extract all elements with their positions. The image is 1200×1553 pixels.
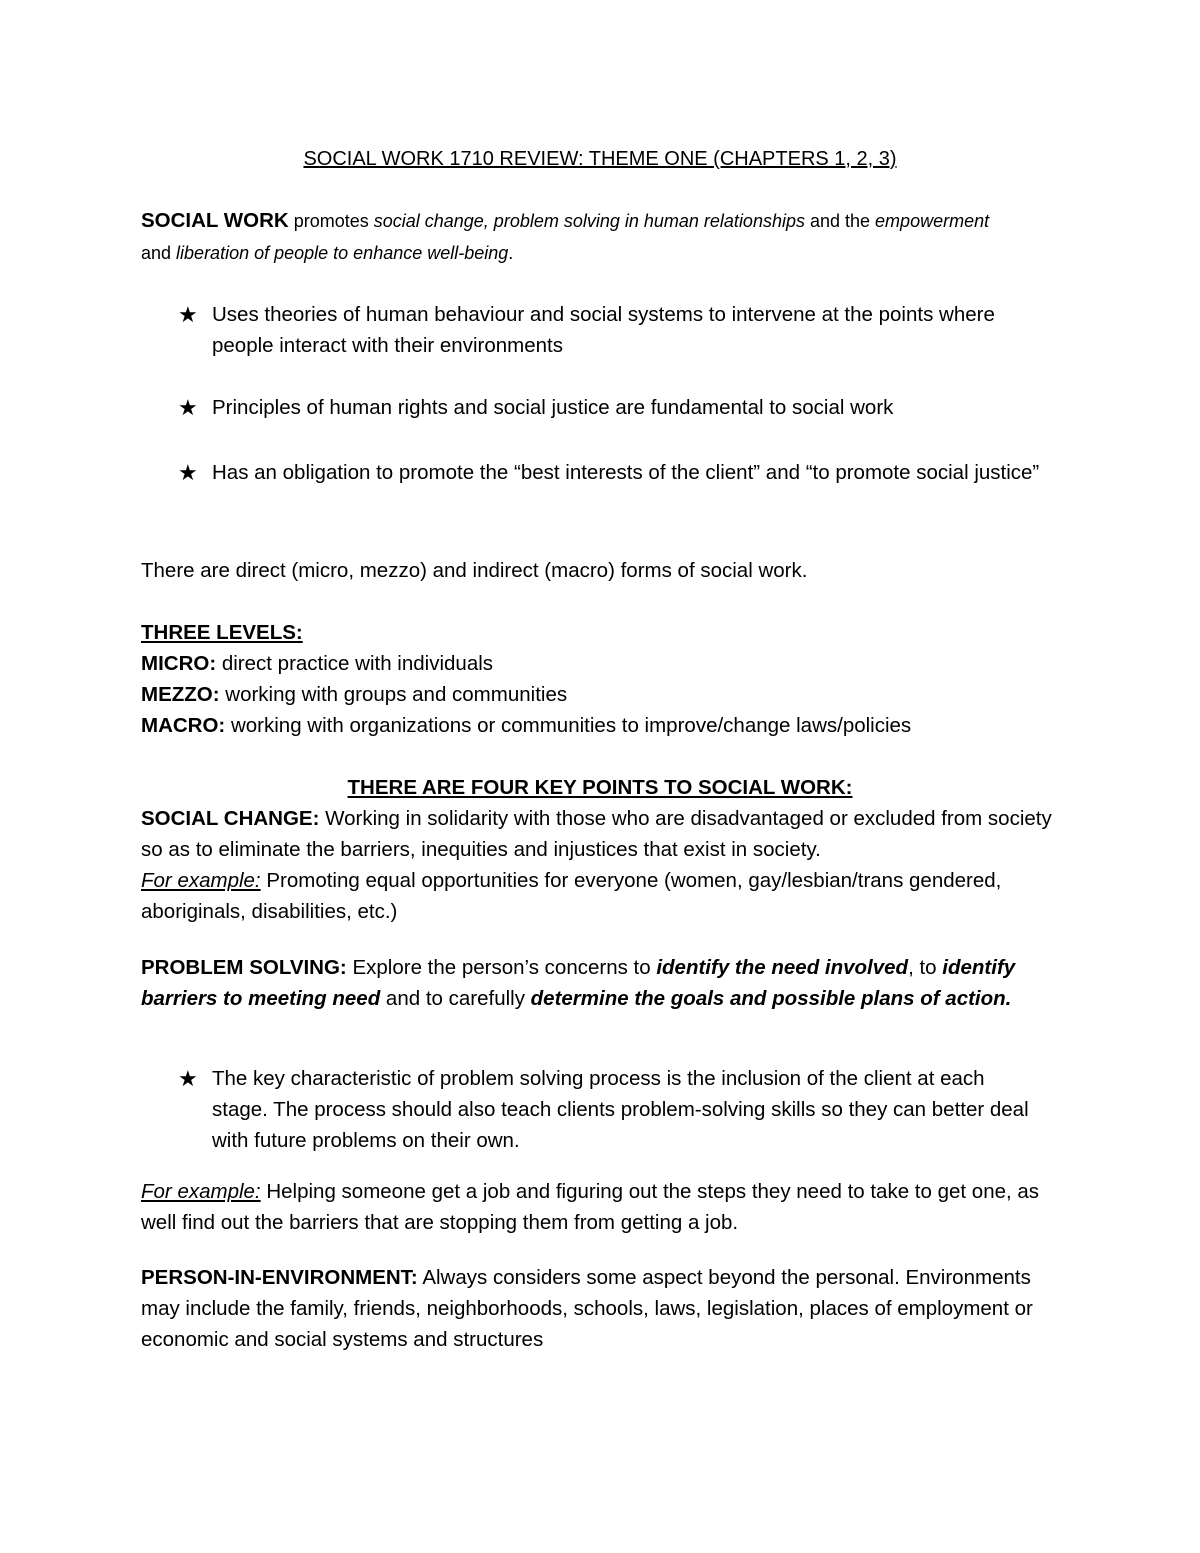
levels-heading: THREE LEVELS: — [141, 621, 303, 644]
star-icon: ★ — [178, 395, 198, 420]
problem-solving-text-4: . — [1005, 987, 1012, 1010]
forms-sentence: There are direct (micro, mezzo) and indirect (macro) forms of social work. — [141, 559, 808, 582]
example-text: Promoting equal opportunities for everyone (women, gay/lesbian/trans gendered, aboriginals, disabilities, etc.) — [141, 869, 1002, 923]
problem-solving-text-1: Explore the person’s concerns to — [346, 956, 657, 979]
level-label: MICRO: — [141, 652, 217, 675]
social-change-label: SOCIAL CHANGE: — [141, 807, 320, 830]
bullet-item — [178, 1063, 1038, 1156]
level-text: working with groups and communities — [219, 683, 568, 706]
star-icon: ★ — [178, 460, 198, 485]
intro-italic-2: empowerment — [875, 211, 990, 231]
levels-section — [141, 617, 1071, 741]
problem-solving-text-2: , to — [908, 956, 943, 979]
person-in-environment-section — [141, 1262, 1066, 1355]
level-item — [141, 648, 1071, 679]
problem-solving-emphasis-3: determine the goals and possible plans of action — [530, 987, 1006, 1010]
social-change-section — [141, 803, 1071, 927]
key-points-heading: THERE ARE FOUR KEY POINTS TO SOCIAL WORK: — [347, 776, 853, 799]
level-text: working with organizations or communities to improve/change laws/policies — [225, 714, 912, 737]
bullet-text: The key characteristic of problem solving process is the inclusion of the client at each stage. The process should also teach clients problem-solving skills so they can better deal with future problems on their own. — [212, 1067, 1029, 1152]
problem-solving-text-3: and to carefully — [380, 987, 531, 1010]
level-item — [141, 710, 1071, 741]
intro-italic-3: liberation of people to enhance well-being — [176, 243, 509, 263]
intro-text-3: and — [141, 243, 177, 263]
intro-text-1: promotes — [288, 211, 374, 231]
problem-solving-example — [141, 1176, 1041, 1238]
bullet-text: Principles of human rights and social justice are fundamental to social work — [212, 396, 894, 419]
level-item — [141, 679, 1071, 710]
problem-solving-section — [141, 952, 1071, 1014]
example-label: For example: — [141, 869, 261, 892]
bullet-text: Has an obligation to promote the “best interests of the client” and “to promote social justice” — [212, 461, 1040, 484]
bullet-item — [178, 457, 1058, 488]
star-icon: ★ — [178, 302, 198, 327]
social-change-text: Working in solidarity with those who are disadvantaged or excluded from society so as to eliminate the barriers, inequities and injustices that exist in society. — [141, 807, 1052, 861]
intro-text-4: . — [508, 243, 514, 263]
intro-italic-1: social change, problem solving in human relationships — [373, 211, 805, 231]
intro-text-2: and the — [804, 211, 876, 231]
level-label: MEZZO: — [141, 683, 220, 706]
problem-solving-label: PROBLEM SOLVING: — [141, 956, 347, 979]
example-label: For example: — [141, 1180, 261, 1203]
example-text: Helping someone get a job and figuring out the steps they need to take to get one, as well find out the barriers that are stopping them from getting a job. — [141, 1180, 1040, 1234]
page-title: SOCIAL WORK 1710 REVIEW: THEME ONE (CHAPTERS 1, 2, 3) — [303, 148, 897, 170]
intro-paragraph — [141, 205, 1071, 269]
intro-term: SOCIAL WORK — [141, 209, 289, 232]
problem-solving-emphasis-1: identify the need involved — [656, 956, 909, 979]
problem-solving-emphasis-2: identify barriers to meeting need — [141, 956, 1016, 1010]
star-icon: ★ — [178, 1066, 198, 1091]
bullet-item — [178, 299, 1058, 361]
level-label: MACRO: — [141, 714, 226, 737]
person-in-environment-label: PERSON-IN-ENVIRONMENT: — [141, 1266, 418, 1289]
bullet-text: Uses theories of human behaviour and social systems to intervene at the points where people interact with their environments — [212, 303, 995, 357]
bullet-item — [178, 392, 1058, 423]
person-in-environment-text: Always considers some aspect beyond the personal. Environments may include the family, friends, neighborhoods, schools, laws, legislation, places of employment or economic and social systems and structures — [141, 1266, 1033, 1351]
level-text: direct practice with individuals — [216, 652, 494, 675]
